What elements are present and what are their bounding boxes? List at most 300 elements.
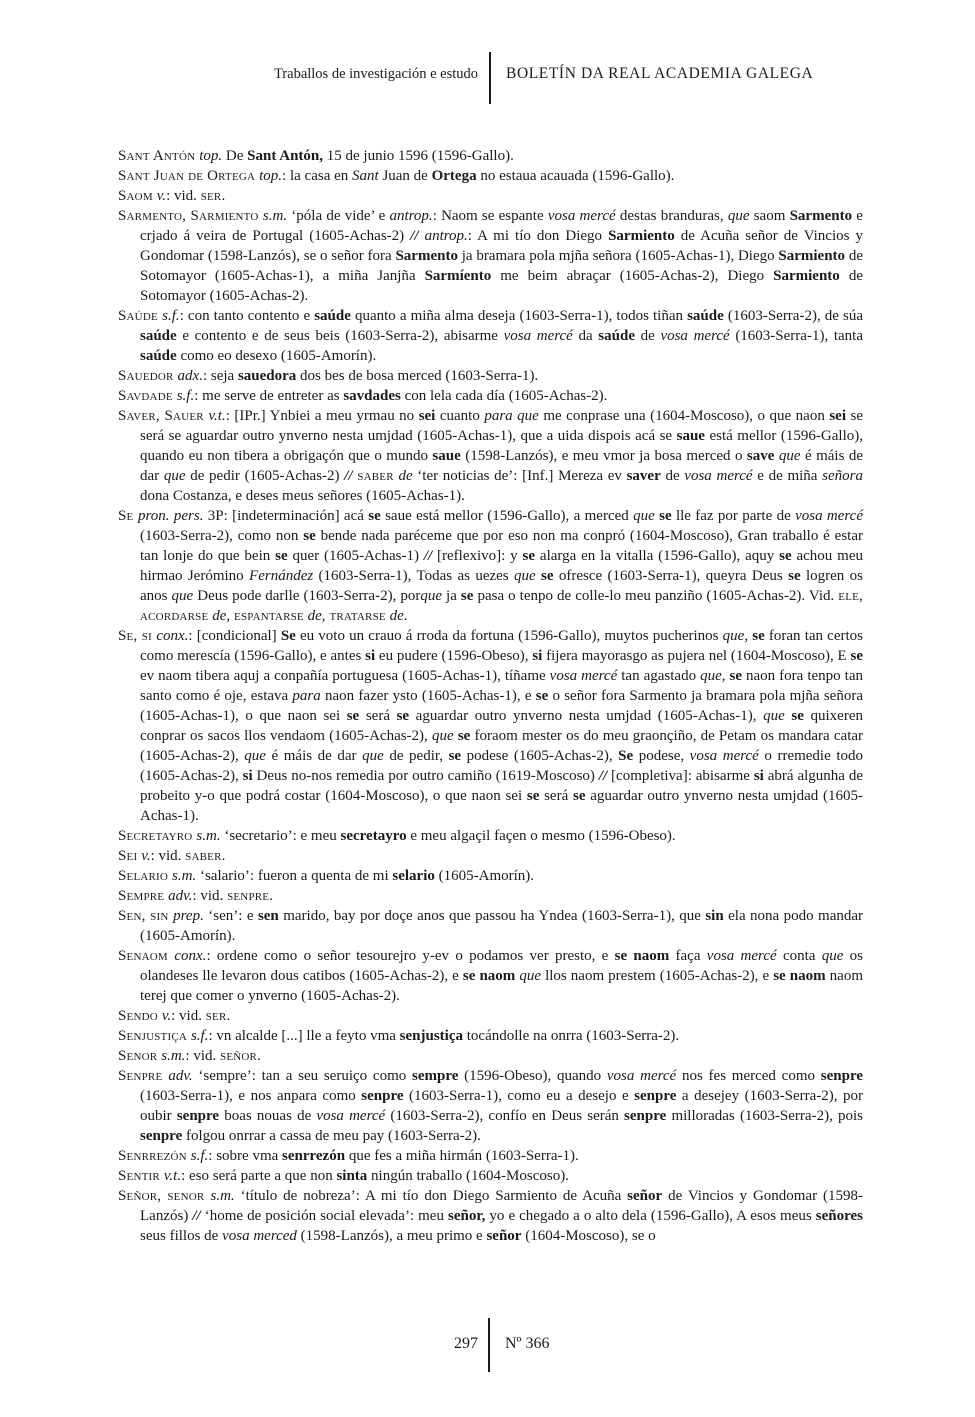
entry-segment: (1603-Serra-1), e nos anpara como — [140, 1088, 362, 1104]
entry-segment: señor — [627, 1188, 663, 1204]
entry-segment: vosa mercé — [316, 1108, 386, 1124]
dictionary-entry — [118, 946, 863, 1006]
entry-segment: Saúde — [118, 308, 163, 324]
entry-segment: prep. — [173, 908, 204, 924]
entry-segment: Secretayro — [118, 828, 197, 844]
entry-segment: [reflexivo]: y — [432, 548, 523, 564]
entry-segment: e meu algaçil façen o mesmo (1596-Obeso). — [406, 828, 676, 844]
entry-segment: Saver, Sauer — [118, 408, 209, 424]
entry-segment: se — [541, 568, 554, 584]
entry-segment: que — [763, 708, 785, 724]
entry-segment: : vid. — [171, 1008, 206, 1024]
dictionary-entry — [118, 1146, 863, 1166]
entry-segment: senpre — [176, 1108, 220, 1124]
entry-segment: s.m. — [210, 1188, 235, 1204]
dictionary-entry — [118, 406, 863, 506]
entry-segment: que — [362, 748, 384, 764]
entry-segment: adv. — [168, 1068, 193, 1084]
entry-segment: e de miña — [752, 468, 823, 484]
entry-segment: con lela cada día (1605-Achas-2). — [400, 388, 608, 404]
entry-segment: que — [431, 728, 454, 744]
entry-segment: sinta — [336, 1168, 368, 1184]
entry-segment: Sempre — [118, 888, 169, 904]
entry-segment: (1603-Serra-2), de súa — [723, 308, 864, 324]
entry-segment: se — [729, 668, 743, 684]
entry-segment: aguardar outro ynverno nesta umjdad (1605-Achas-1), — [409, 708, 764, 724]
entry-segment: s.m. — [172, 868, 197, 884]
entry-segment: Sarmiento — [608, 228, 675, 244]
entry-segment: : me serve de entreter as — [194, 388, 344, 404]
entry-segment: que — [821, 948, 844, 964]
entry-segment: vosa mercé — [684, 468, 753, 484]
entry-segment: se — [346, 708, 360, 724]
dictionary-entry — [118, 1006, 863, 1026]
dictionary-entry — [118, 1066, 863, 1146]
entry-segment: vosa merced — [222, 1228, 297, 1244]
entry-segment: señor — [220, 1048, 258, 1064]
entry-segment: v. — [156, 188, 167, 204]
entry-segment: sei — [829, 408, 847, 424]
entry-segment: se — [788, 568, 801, 584]
entry-segment: s.m. — [196, 828, 221, 844]
entry-segment: de — [385, 608, 404, 624]
entry-segment: saber — [357, 468, 394, 484]
entry-segment: : con tanto contento e — [179, 308, 315, 324]
entry-segment: sin — [705, 908, 724, 924]
dictionary-entry — [118, 146, 863, 166]
entry-segment: no estaua acauada (1596-Gallo). — [476, 168, 675, 184]
entry-segment: espantarse — [230, 608, 304, 624]
entry-segment: . — [269, 888, 273, 904]
entry-segment: Se — [618, 748, 634, 764]
entry-segment: ‘home de posición social elevada’: meu — [200, 1208, 448, 1224]
entry-segment: Senaom — [118, 948, 175, 964]
entry-segment: Se — [280, 628, 296, 644]
issue-number: Nº 366 — [505, 1335, 550, 1352]
entry-segment: que — [778, 448, 801, 464]
entry-segment: lle faz por parte de — [671, 508, 796, 524]
entry-segment: [completiva]: abisarme — [607, 768, 754, 784]
dictionary-entry — [118, 506, 863, 626]
dictionary-entry — [118, 886, 863, 906]
running-head-journal-title: BOLETÍN DA REAL ACADEMIA GALEGA — [506, 65, 814, 82]
entry-segment: de Sotomayor (1605-Achas-2). — [140, 268, 863, 304]
entry-segment: : seja — [202, 368, 238, 384]
entry-segment: que fes a miña hirmán (1603-Serra-1). — [345, 1148, 579, 1164]
entry-segment: . — [226, 1008, 231, 1024]
entry-segment: Senrrezón — [118, 1148, 191, 1164]
dictionary-entry — [118, 846, 863, 866]
entry-segment: señora — [822, 468, 863, 484]
dictionary-entry — [118, 206, 863, 306]
entry-segment: antrop. — [389, 208, 433, 224]
entry-segment: saúde — [687, 308, 724, 324]
entry-segment: me beim abraçar (1605-Achas-2), Diego — [491, 268, 774, 284]
entry-segment: vosa mercé — [689, 748, 759, 764]
entry-segment: conx. — [174, 948, 207, 964]
entry-segment: vosa mercé — [547, 208, 616, 224]
entry-segment: ofresce (1603-Serra-1), queyra Deus — [553, 568, 789, 584]
entry-segment: senpre — [140, 1128, 183, 1144]
dictionary-entry — [118, 1166, 863, 1186]
entry-segment: Fernández — [249, 568, 314, 584]
entry-segment: senpre — [634, 1088, 677, 1104]
entry-segment: de — [660, 468, 685, 484]
entry-segment: se — [460, 588, 474, 604]
entry-segment: Sarmiento — [778, 248, 846, 264]
entry-segment: podese (1605-Achas-2), — [461, 748, 619, 764]
entry-segment: achou meu hirmao Jerómino — [140, 548, 863, 584]
entry-segment: de Sotomayor (1605-Achas-1), a miña Janjña — [140, 248, 863, 284]
entry-segment: faça — [669, 948, 707, 964]
entry-segment: // — [423, 548, 433, 564]
entry-segment: para que — [484, 408, 539, 424]
entry-segment: sen — [257, 908, 279, 924]
entry-segment: saúde — [140, 328, 177, 344]
entry-segment: : vn alcalde [...] lle a feyto vma — [208, 1028, 400, 1044]
entry-segment: v.t. — [163, 1168, 182, 1184]
entry-segment: : sobre vma — [208, 1148, 283, 1164]
entry-segment: que — [519, 968, 542, 984]
entry-segment: ‘título de nobreza’: A mi tío don Diego Sarmiento de Acuña — [234, 1188, 628, 1204]
entry-segment: : vid. — [166, 188, 201, 204]
entry-segment: v. — [161, 1008, 172, 1024]
entry-segment: senpre — [624, 1108, 667, 1124]
entry-segment: Sarmento — [395, 248, 458, 264]
entry-segment: (1603-Serra-1), tanta — [729, 328, 863, 344]
running-head-section-title: Traballos de investigación e estudo — [273, 66, 478, 82]
dictionary-entry — [118, 626, 863, 826]
entry-segment: senpre — [227, 888, 270, 904]
entry-segment: quanto a miña alma deseja (1603-Serra-1), todos tiñan — [350, 308, 688, 324]
entry-segment: o rremedie todo (1605-Achas-2), — [140, 748, 863, 784]
entry-segment: : vid. — [192, 888, 228, 904]
entry-segment: ningún traballo (1604-Moscoso). — [367, 1168, 569, 1184]
entry-segment: ev naom tibera aquj a conpañía portuguesa (1605-Achas-1), tíñame — [140, 668, 550, 684]
entry-segment: v.t. — [208, 408, 226, 424]
entry-segment: como eo desexo (1605-Amorín). — [176, 348, 377, 364]
entry-segment: vosa mercé — [795, 508, 863, 524]
entry-segment: vosa mercé — [503, 328, 573, 344]
entry-segment: ser — [205, 1008, 227, 1024]
entry-segment: ja bramara pola mjña señora (1605-Achas-1), Diego — [457, 248, 779, 264]
entry-segment: s.m. — [262, 208, 288, 224]
entry-segment: se naom — [773, 968, 826, 984]
entry-segment: foraom mester os do meu graonçiño, de Petam os mandara catar (1605-Achas-2), — [140, 728, 864, 764]
dictionary-entry — [118, 1186, 863, 1246]
footer-divider-rule — [488, 1318, 490, 1372]
entry-segment: que — [244, 748, 266, 764]
entry-segment: (1598-Lanzós), e meu vmor ja bosa merced o — [460, 448, 747, 464]
entry-segment: : Naom se espante — [432, 208, 548, 224]
entry-segment: señor, — [448, 1208, 486, 1224]
dictionary-entry — [118, 1046, 863, 1066]
entry-segment: s.m. — [161, 1048, 186, 1064]
entry-segment: se naom — [614, 948, 670, 964]
entry-segment: v. — [141, 848, 151, 864]
entry-segment: que — [163, 468, 186, 484]
entry-segment: s.f. — [190, 1028, 209, 1044]
entry-segment: Sen, sin — [118, 908, 174, 924]
entry-segment: Sant Antón, — [247, 148, 324, 164]
dictionary-entry — [118, 366, 863, 386]
entry-segment: Sarmiento — [773, 268, 840, 284]
entry-segment: llos naom prestem (1605-Achas-2), e — [541, 968, 774, 984]
entry-segment: nos fes merced como — [676, 1068, 821, 1084]
entry-segment: ‘secretario’: e meu — [220, 828, 341, 844]
entry-segment: saue está mellor (1596-Gallo), a merced — [380, 508, 634, 524]
entry-segment: senpre — [361, 1088, 404, 1104]
entry-segment: Sarmento, Sarmiento — [118, 208, 263, 224]
entry-segment: dona Costanza, e deses meus señores (1605-Achas-1). — [140, 488, 465, 504]
entry-segment: (1603-Serra-1), como eu a desejo e — [403, 1088, 635, 1104]
entry-segment: (1603-Serra-2), confío en Deus serán — [385, 1108, 625, 1124]
entry-segment: seus fillos de — [140, 1228, 223, 1244]
entry-segment: aguardar outro ynverno nesta umjdad (1605-Achas-1). — [140, 788, 863, 824]
entry-segment: saúde — [140, 348, 177, 364]
entry-segment: de pedir (1605-Achas-2) — [185, 468, 345, 484]
entry-segment: ‘ter noticias de’: [Inf.] Mereza ev — [412, 468, 627, 484]
entry-segment: saúde — [314, 308, 351, 324]
entry-segment: da — [572, 328, 599, 344]
entry-segment: . — [221, 188, 226, 204]
dictionary-entry — [118, 826, 863, 846]
entry-segment: selario — [392, 868, 435, 884]
entry-segment: 15 de junio 1596 (1596-Gallo). — [323, 148, 514, 164]
entry-segment: se — [457, 728, 471, 744]
entry-segment: Sei — [118, 848, 142, 864]
entry-segment: si — [365, 648, 376, 664]
entry-segment: se — [303, 528, 316, 544]
entry-segment: saue — [676, 428, 705, 444]
entry-segment: cuanto — [435, 408, 485, 424]
entry-segment: (1605-Amorín). — [434, 868, 535, 884]
entry-segment: : ordene como o señor tesourejro y-ev o podamos ver presto, e — [206, 948, 615, 964]
entry-segment: foran tan certos como merescía (1596-Gallo), e antes — [140, 628, 864, 664]
entry-segment: : eso será parte a que non — [181, 1168, 337, 1184]
entry-segment: os olandeses lle levaron dous catibos (1605-Achas-2), e — [140, 948, 863, 984]
entry-segment: será — [359, 708, 397, 724]
entry-segment: vosa mercé — [660, 328, 730, 344]
entry-segment: senjustiça — [399, 1028, 463, 1044]
entry-segment: // — [344, 468, 353, 484]
entry-segment: s.f. — [190, 1148, 209, 1164]
entry-segment: e contento e de seus beis (1603-Serra-2), abisarme — [176, 328, 504, 344]
entry-segment: Sentir — [118, 1168, 164, 1184]
entry-segment: fijera mayorasgo as pujera nel (1604-Moscoso), E — [542, 648, 851, 664]
entry-segment: tratarse — [325, 608, 386, 624]
entry-segment: Deus pode darlle (1603-Serra-2), por — [193, 588, 421, 604]
entry-segment: o señor fora Sarmento ja bramara pola mjña señora (1605-Achas-1), o que naon sei — [140, 688, 863, 724]
entry-segment: // — [598, 768, 608, 784]
entry-segment: Se, si — [118, 628, 157, 644]
entry-segment: alarga en la vitalla (1596-Gallo), aquy — [535, 548, 780, 564]
entry-segment: Sant — [352, 168, 379, 184]
entry-segment: Sant Antón — [118, 148, 200, 164]
entry-segment: : [IPr.] Ynbiei a meu yrmau no — [225, 408, 419, 424]
entry-segment: naon fazer ysto (1605-Achas-1), e — [320, 688, 536, 704]
entry-segment: sempre — [412, 1068, 459, 1084]
entry-segment: Senpre — [118, 1068, 169, 1084]
entry-segment: de Acuña señor de Vincios y Gondomar (1598-Lanzós), se o señor fora — [140, 228, 863, 264]
entry-segment: se será se aguardar outro ynverno nesta umjdad (1605-Achas-1), que a uida dispois acá se — [140, 408, 864, 444]
entry-segment: ‘sempre’: tan a seu seruiço como — [192, 1068, 412, 1084]
dictionary-entry — [118, 866, 863, 886]
entry-segment: de, — [208, 608, 231, 624]
entry-segment: de pedir, — [383, 748, 449, 764]
entry-segment: se — [448, 748, 462, 764]
entry-segment: adv. — [168, 888, 193, 904]
entry-segment: quer (1605-Achas-1) — [287, 548, 424, 564]
entry-segment: de — [634, 328, 661, 344]
entry-segment: senpre — [820, 1068, 863, 1084]
entry-segment: : [condicional] — [188, 628, 281, 644]
entry-segment: (1603-Serra-1), Todas as uezes — [313, 568, 514, 584]
entry-segment: yo e chegado a o alto dela (1596-Gallo), A esos meus — [485, 1208, 816, 1224]
entry-segment: vosa mercé — [549, 668, 618, 684]
entry-segment: que — [420, 588, 443, 604]
entry-segment: top. — [199, 148, 223, 164]
entry-segment: // — [192, 1208, 201, 1224]
entry-segment: vosa mercé — [706, 948, 777, 964]
entry-segment: logren os anos — [140, 568, 863, 604]
entry-segment: Sendo — [118, 1008, 162, 1024]
entry-segment: Sauedor — [118, 368, 178, 384]
entry-segment: Deus no-nos remedia por outro camiño (1619-Moscoso) — [252, 768, 599, 784]
entry-segment: boas nouas de — [219, 1108, 317, 1124]
entry-segment: . — [221, 848, 226, 864]
entry-segment: se — [275, 548, 288, 564]
entry-segment: abrá algunha de probeito y-o que podrá costar (1604-Moscoso), o que naon sei — [140, 768, 863, 804]
dictionary-entry — [118, 1026, 863, 1046]
entry-segment: podese, — [633, 748, 690, 764]
entry-segment: que — [727, 208, 750, 224]
entry-segment: senrrezón — [282, 1148, 346, 1164]
entry-segment: saver — [626, 468, 661, 484]
entry-segment: eu pudere (1596-Obeso), — [375, 648, 533, 664]
entry-segment: se — [368, 508, 381, 524]
entry-segment: dos bes de bosa merced (1603-Serra-1). — [296, 368, 539, 384]
entry-segment: ele, acordarse — [140, 588, 863, 624]
entry-segment: pron. pers. — [138, 508, 204, 524]
dictionary-entry — [118, 906, 863, 946]
entry-segment: s.f. — [162, 308, 180, 324]
entry-segment: está mellor (1596-Gallo), quando eu non tibera a obrigaçón que o mundo — [140, 428, 863, 464]
entry-segment: que — [513, 568, 536, 584]
entry-segment: (1596-Obeso), quando — [458, 1068, 607, 1084]
entry-segment: secretayro — [340, 828, 407, 844]
entry-segment: que — [633, 508, 655, 524]
entry-segment: : la casa en — [282, 168, 353, 184]
entry-segment: marido, bay por doçe anos que passou ha Yndea (1603-Serra-1), que — [278, 908, 706, 924]
entry-segment: saber — [185, 848, 222, 864]
entry-segment: será — [539, 788, 573, 804]
entry-segment: e crjado á veira de Portugal (1605-Achas-2) — [140, 208, 863, 244]
entry-segment: Sarmíento — [424, 268, 492, 284]
entry-segment: naom terej que comer o ynverno (1605-Achas-2). — [140, 968, 863, 1004]
entry-segment: ser — [200, 188, 222, 204]
entry-segment: é máis de dar — [265, 748, 363, 764]
entry-segment: tocándolle na onrra (1603-Serra-2). — [463, 1028, 680, 1044]
entry-segment: sauedora — [237, 368, 297, 384]
entry-segment: Señor, senor — [118, 1188, 211, 1204]
entry-segment: se — [535, 688, 549, 704]
entry-segment: quixeren conprar os sacos llos vendaom (1605-Achas-2), — [140, 708, 863, 744]
entry-segment: si — [242, 768, 253, 784]
entry-segment: sei — [418, 408, 436, 424]
entry-segment: naon fora tenpo tan santo como é oje, estava — [140, 668, 863, 704]
entry-segment: Selario — [118, 868, 173, 884]
entry-segment: (1604-Moscoso), se o — [521, 1228, 656, 1244]
entry-segment: adx. — [177, 368, 203, 384]
entry-segment: 3P: [indeterminación] acá — [203, 508, 369, 524]
entry-segment: conta — [776, 948, 822, 964]
header-divider-rule — [489, 52, 491, 104]
entry-segment: folgou onrrar a cassa de meu pay (1603-Serra-2). — [182, 1128, 481, 1144]
entry-segment: antrop. — [418, 228, 468, 244]
entry-segment: . — [257, 1048, 261, 1064]
entry-segment: vosa mercé — [606, 1068, 677, 1084]
entry-segment: Senor — [118, 1048, 162, 1064]
entry-segment: eu voto un crauo á rroda da fortuna (1596-Gallo), muytos pucherinos — [295, 628, 723, 644]
entry-segment: si — [532, 648, 543, 664]
entry-segment: milloradas (1603-Serra-2), pois — [666, 1108, 863, 1124]
entry-segment: se naom — [462, 968, 516, 984]
entry-segment: se — [396, 708, 410, 724]
entry-segment: ela nona podo mandar (1605-Amorín). — [140, 908, 864, 944]
entry-segment: se — [752, 628, 765, 644]
entry-segment: pasa o tenpo de colle-lo meu panziño (1605-Achas-2). Vid. — [473, 588, 839, 604]
entry-segment: Senjustiça — [118, 1028, 191, 1044]
dictionary-entry — [118, 306, 863, 366]
entry-segment: que — [171, 588, 194, 604]
entry-segment: señores — [815, 1208, 863, 1224]
entry-segment: Sant Juan de Ortega — [118, 168, 260, 184]
entry-segment: se — [522, 548, 536, 564]
entry-segment: Juan de — [378, 168, 432, 184]
entry-segment: saue — [432, 448, 461, 464]
dictionary-entry — [118, 186, 863, 206]
entry-segment: : A mi tío don Diego — [467, 228, 609, 244]
entry-segment: saom — [749, 208, 790, 224]
entry-segment: // — [410, 228, 419, 244]
entry-segment: se — [791, 708, 804, 724]
entry-segment: que, — [722, 628, 749, 644]
entry-segment: s.f. — [176, 388, 195, 404]
entry-segment: Sarmento — [789, 208, 853, 224]
dictionary-entry — [118, 166, 863, 186]
page-number: 297 — [454, 1335, 478, 1352]
entry-segment: a desejey (1603-Serra-2), por oubir — [140, 1088, 864, 1124]
entry-segment: : vid. — [150, 848, 186, 864]
entry-segment: : vid. — [185, 1048, 221, 1064]
entry-segment: se — [779, 548, 792, 564]
entry-segment: Ortega — [431, 168, 477, 184]
entry-segment: que, — [700, 668, 726, 684]
entry-segment: de, — [303, 608, 326, 624]
entry-segment: De — [222, 148, 248, 164]
entry-segment: bende nada paréceme que por eso non ma conpró (1604-Moscoso), Gran traballo é estar tan lonje do que bein — [140, 528, 863, 564]
entry-segment: se — [659, 508, 672, 524]
entry-segment: Se — [118, 508, 138, 524]
entry-segment: ja — [442, 588, 461, 604]
entry-segment: se — [850, 648, 864, 664]
entry-segment: de Vincios y Gondomar (1598-Lanzós) — [140, 1188, 863, 1224]
entry-segment: se — [526, 788, 540, 804]
entry-segment: top. — [259, 168, 283, 184]
entry-segment: si — [753, 768, 764, 784]
entry-segment: me conprase una (1604-Moscoso), o que naon — [538, 408, 830, 424]
